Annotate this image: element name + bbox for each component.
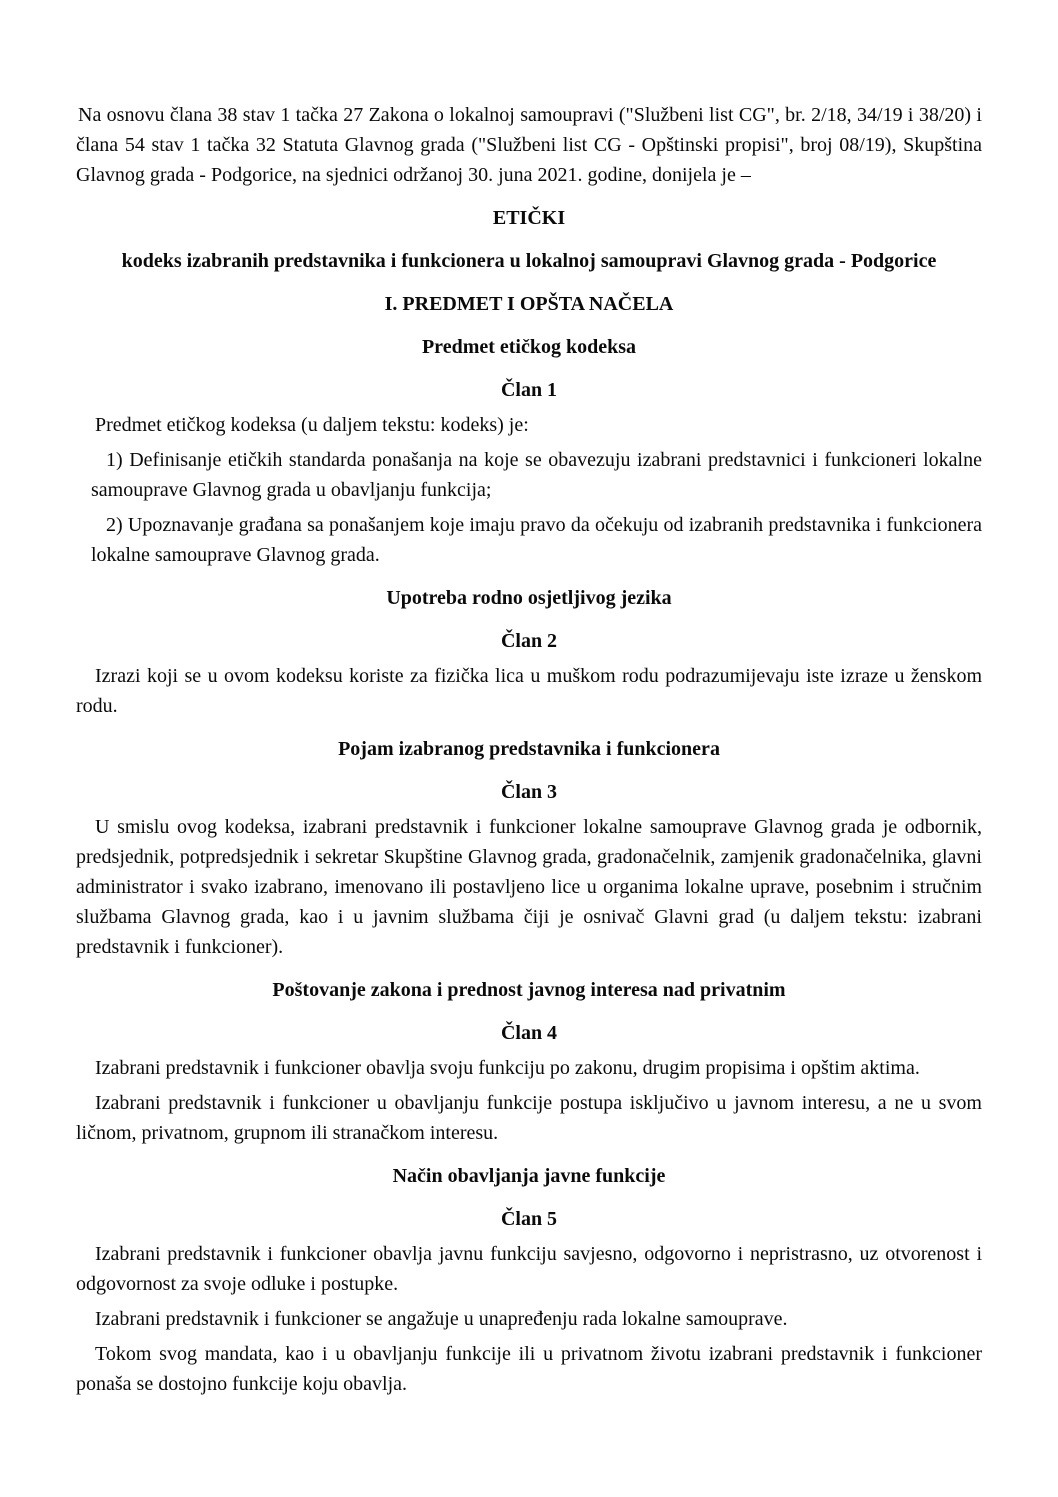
document-title: ETIČKI [492,207,566,229]
paragraph: Izabrani predstavnik i funkcioner obavlja svoju funkciju po zakonu, drugim propisima i opštim aktima. [95,1057,920,1079]
paragraph: Izabrani predstavnik i funkcioner se angažuje u unapređenju rada lokalne samouprave. [95,1308,788,1330]
paragraph: Izabrani predstavnik i funkcioner u obavljanju funkcije postupa isključivo u javnom interesu, a ne u svom ličnom, privatnom, grupnom ili stranačkom interesu. [76,1092,982,1144]
article-label-clan-4: Član 4 [500,1022,558,1044]
section-heading-pojam-izabranog-predstavnika: Pojam izabranog predstavnika i funkcionera [338,738,720,760]
paragraph: Izabrani predstavnik i funkcioner obavlja javnu funkciju savjesno, odgovorno i nepristrasno, uz otvorenost i odgovornost za svoje odluke i postupke. [76,1243,982,1295]
section-heading-upotreba-rodno-osjetljivog-jezika: Upotreba rodno osjetljivog jezika [386,587,672,609]
list-item: 2) Upoznavanje građana sa ponašanjem koje imaju pravo da očekuju od izabranih predstavnika i funkcionera lokalne samouprave Glavnog grada. [91,514,982,566]
section-heading-nacin-obavljanja-javne-funkcije: Način obavljanja javne funkcije [392,1165,666,1187]
article-label-clan-2: Član 2 [500,630,558,652]
paragraph: U smislu ovog kodeksa, izabrani predstavnik i funkcioner lokalne samouprave Glavnog grada je odbornik, predsjednik, potpredsjednik i sekretar Skupštine Glavnog grada, gradonačelnik, zamjenik gradonačelnika, glavni administrator i svako izabrano, imenovano ili postavljeno lice u organima lokalne uprave, posebnim i stručnim službama Glavnog grada, kao i u javnim službama čiji je osnivač Glavni grad (u daljem tekstu: izabrani predstavnik i funkcioner). [76,816,982,958]
article-label-clan-1: Član 1 [500,379,558,401]
section-heading-postovanje-zakona: Poštovanje zakona i prednost javnog interesa nad privatnim [272,979,786,1001]
paragraph: Izrazi koji se u ovom kodeksu koriste za fizička lica u muškom rodu podrazumijevaju iste izraze u ženskom rodu. [76,665,982,717]
section-heading-predmet-etickog-kodeksa: Predmet etičkog kodeksa [421,336,637,358]
paragraph: Predmet etičkog kodeksa (u daljem tekstu: kodeks) je: [95,414,529,436]
part-heading: I. PREDMET I OPŠTA NAČELA [384,293,674,315]
article-label-clan-5: Član 5 [500,1208,558,1230]
document-subtitle: kodeks izabranih predstavnika i funkcionera u lokalnoj samoupravi Glavnog grada - Podgorice [121,250,937,272]
paragraph: Tokom svog mandata, kao i u obavljanju funkcije ili u privatnom životu izabrani predstavnik i funkcioner ponaša se dostojno funkcije koju obavlja. [76,1343,982,1395]
intro-paragraph: Na osnovu člana 38 stav 1 tačka 27 Zakona o lokalnoj samoupravi ("Službeni list CG", br. 2/18, 34/19 i 38/20) i člana 54 stav 1 tačka 32 Statuta Glavnog grada ("Službeni list CG - Opštinski propisi", broj 08/19), Skupština Glavnog grada - Podgorice, na sjednici održanoj 30. juna 2021. godine, donijela je – [76,104,982,186]
article-label-clan-3: Član 3 [500,781,558,803]
list-item: 1) Definisanje etičkih standarda ponašanja na koje se obavezuju izabrani predstavnici i funkcioneri lokalne samouprave Glavnog grada u obavljanju funkcija; [91,449,982,501]
